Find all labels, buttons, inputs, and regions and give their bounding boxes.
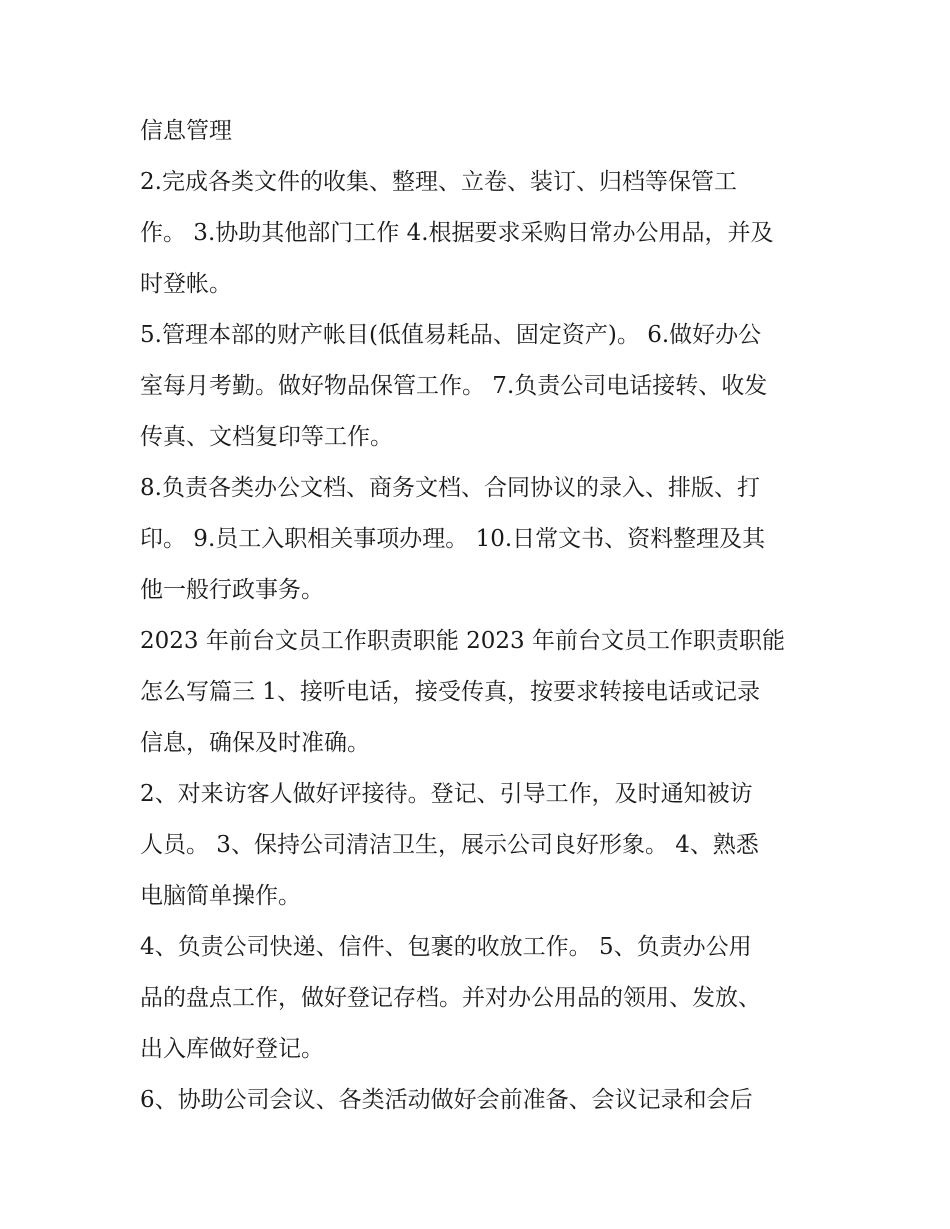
text-line: 8.负责各类办公文档、商务文档、合同协议的录入、排版、打 <box>140 475 760 501</box>
paragraph-heading <box>140 106 812 157</box>
text-line: 时登帐。 <box>140 271 232 297</box>
paragraph-meetings <box>140 1075 812 1126</box>
text-line: 6、协助公司会议、各类活动做好会前准备、会议记录和会后 <box>140 1087 753 1113</box>
paragraph-duty-2-4 <box>140 157 812 310</box>
paragraph-duty-5-7 <box>140 310 812 463</box>
text-line: 2023 年前台文员工作职责职能 2023 年前台文员工作职责职能 <box>140 628 785 654</box>
text-line: 4、负责公司快递、信件、包裹的收放工作。 5、负责办公用 <box>140 934 752 960</box>
text-line: 出入库做好登记。 <box>140 1036 324 1062</box>
text-line: 印。 9.员工入职相关事项办理。 10.日常文书、资料整理及其 <box>140 526 766 552</box>
text-line: 2、对来访客人做好评接待。登记、引导工作，及时通知被访 <box>140 781 753 807</box>
text-line: 5.管理本部的财产帐目(低值易耗品、固定资产)。 6.做好办公 <box>140 322 762 348</box>
text-line: 信息，确保及时准确。 <box>140 730 370 756</box>
text-line: 人员。 3、保持公司清洁卫生，展示公司良好形象。 4、熟悉 <box>140 832 759 858</box>
paragraph-section-three <box>140 616 812 769</box>
paragraph-reception <box>140 769 812 922</box>
text-line: 室每月考勤。做好物品保管工作。 7.负责公司电话接转、收发 <box>140 373 768 399</box>
text-line: 传真、文档复印等工作。 <box>140 424 393 450</box>
paragraph-duty-8-10 <box>140 463 812 616</box>
document-body <box>140 106 812 1126</box>
text-line: 信息管理 <box>140 118 232 144</box>
text-line: 作。 3.协助其他部门工作 4.根据要求采购日常办公用品，并及 <box>140 220 774 246</box>
paragraph-supplies <box>140 922 812 1075</box>
text-line: 他一般行政事务。 <box>140 577 324 603</box>
text-line: 品的盘点工作，做好登记存档。并对办公用品的领用、发放、 <box>140 985 761 1011</box>
text-line: 电脑简单操作。 <box>140 883 301 909</box>
text-line: 怎么写篇三 1、接听电话，接受传真，按要求转接电话或记录 <box>140 679 760 705</box>
text-line: 2.完成各类文件的收集、整理、立卷、装订、归档等保管工 <box>140 169 737 195</box>
